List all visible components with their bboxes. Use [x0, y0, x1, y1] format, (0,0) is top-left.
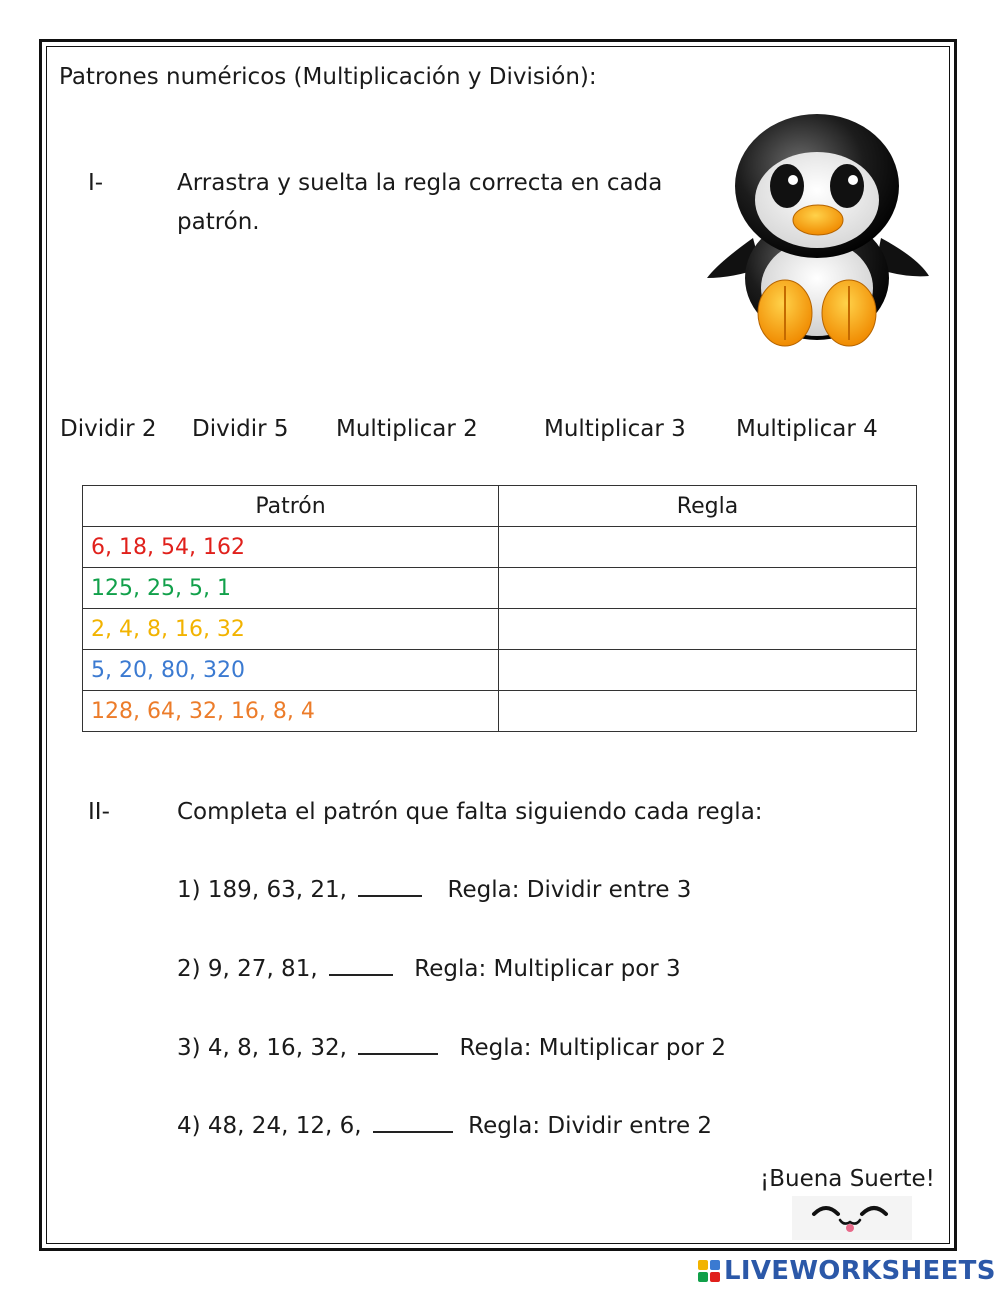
closing-message: ¡Buena Suerte!	[760, 1166, 935, 1192]
exercise-3-sequence: 3) 4, 8, 16, 32,	[177, 1035, 347, 1061]
rule-option-dividir-2[interactable]: Dividir 2	[60, 416, 157, 442]
exercise-1-answer-blank[interactable]	[358, 877, 422, 897]
exercise-4	[177, 1113, 712, 1139]
pattern-cell: 6, 18, 54, 162	[83, 527, 499, 568]
pattern-table	[82, 485, 917, 732]
exercise-2-answer-blank[interactable]	[329, 956, 393, 976]
table-row	[83, 650, 917, 691]
exercise-4-answer-blank[interactable]	[373, 1113, 453, 1133]
section-1-instruction-line1: Arrastra y suelta la regla correcta en cada	[177, 170, 663, 196]
rule-option-multiplicar-4[interactable]: Multiplicar 4	[736, 416, 878, 442]
exercise-3	[177, 1035, 726, 1061]
table-row	[83, 527, 917, 568]
exercise-1-sequence: 1) 189, 63, 21,	[177, 877, 347, 903]
header-patron: Patrón	[83, 486, 499, 527]
table-row	[83, 568, 917, 609]
worksheet-title: Patrones numéricos (Multiplicación y División):	[59, 64, 597, 90]
liveworksheets-logo	[698, 1256, 996, 1286]
exercise-2	[177, 956, 681, 982]
exercise-1	[177, 877, 691, 903]
rule-drop-zone[interactable]	[499, 691, 917, 732]
pattern-cell: 2, 4, 8, 16, 32	[83, 609, 499, 650]
exercise-2-sequence: 2) 9, 27, 81,	[177, 956, 318, 982]
logo-text: LIVEWORKSHEETS	[724, 1256, 996, 1286]
rule-option-dividir-5[interactable]: Dividir 5	[192, 416, 289, 442]
rule-drop-zone[interactable]	[499, 650, 917, 691]
section-1-number: I-	[88, 170, 104, 196]
exercise-4-sequence: 4) 48, 24, 12, 6,	[177, 1113, 362, 1139]
exercise-4-rule: Regla: Dividir entre 2	[468, 1113, 713, 1139]
header-regla: Regla	[499, 486, 917, 527]
rule-drop-zone[interactable]	[499, 609, 917, 650]
exercise-3-rule: Regla: Multiplicar por 2	[459, 1035, 726, 1061]
exercise-1-rule: Regla: Dividir entre 3	[447, 877, 692, 903]
table-row	[83, 691, 917, 732]
logo-mark-icon	[698, 1260, 720, 1282]
section-2-instruction: Completa el patrón que falta siguiendo cada regla:	[177, 799, 763, 825]
pattern-cell: 125, 25, 5, 1	[83, 568, 499, 609]
table-header-row	[83, 486, 917, 527]
pattern-cell: 5, 20, 80, 320	[83, 650, 499, 691]
penguin-icon	[703, 108, 933, 348]
section-1-instruction-line2: patrón.	[177, 209, 260, 235]
exercise-3-answer-blank[interactable]	[358, 1035, 438, 1055]
section-2-number: II-	[88, 799, 110, 825]
rule-drop-zone[interactable]	[499, 568, 917, 609]
exercise-2-rule: Regla: Multiplicar por 3	[414, 956, 681, 982]
rule-option-multiplicar-2[interactable]: Multiplicar 2	[336, 416, 478, 442]
smiling-face-icon	[792, 1196, 912, 1240]
pattern-cell: 128, 64, 32, 16, 8, 4	[83, 691, 499, 732]
table-row	[83, 609, 917, 650]
rule-drop-zone[interactable]	[499, 527, 917, 568]
rule-option-multiplicar-3[interactable]: Multiplicar 3	[544, 416, 686, 442]
